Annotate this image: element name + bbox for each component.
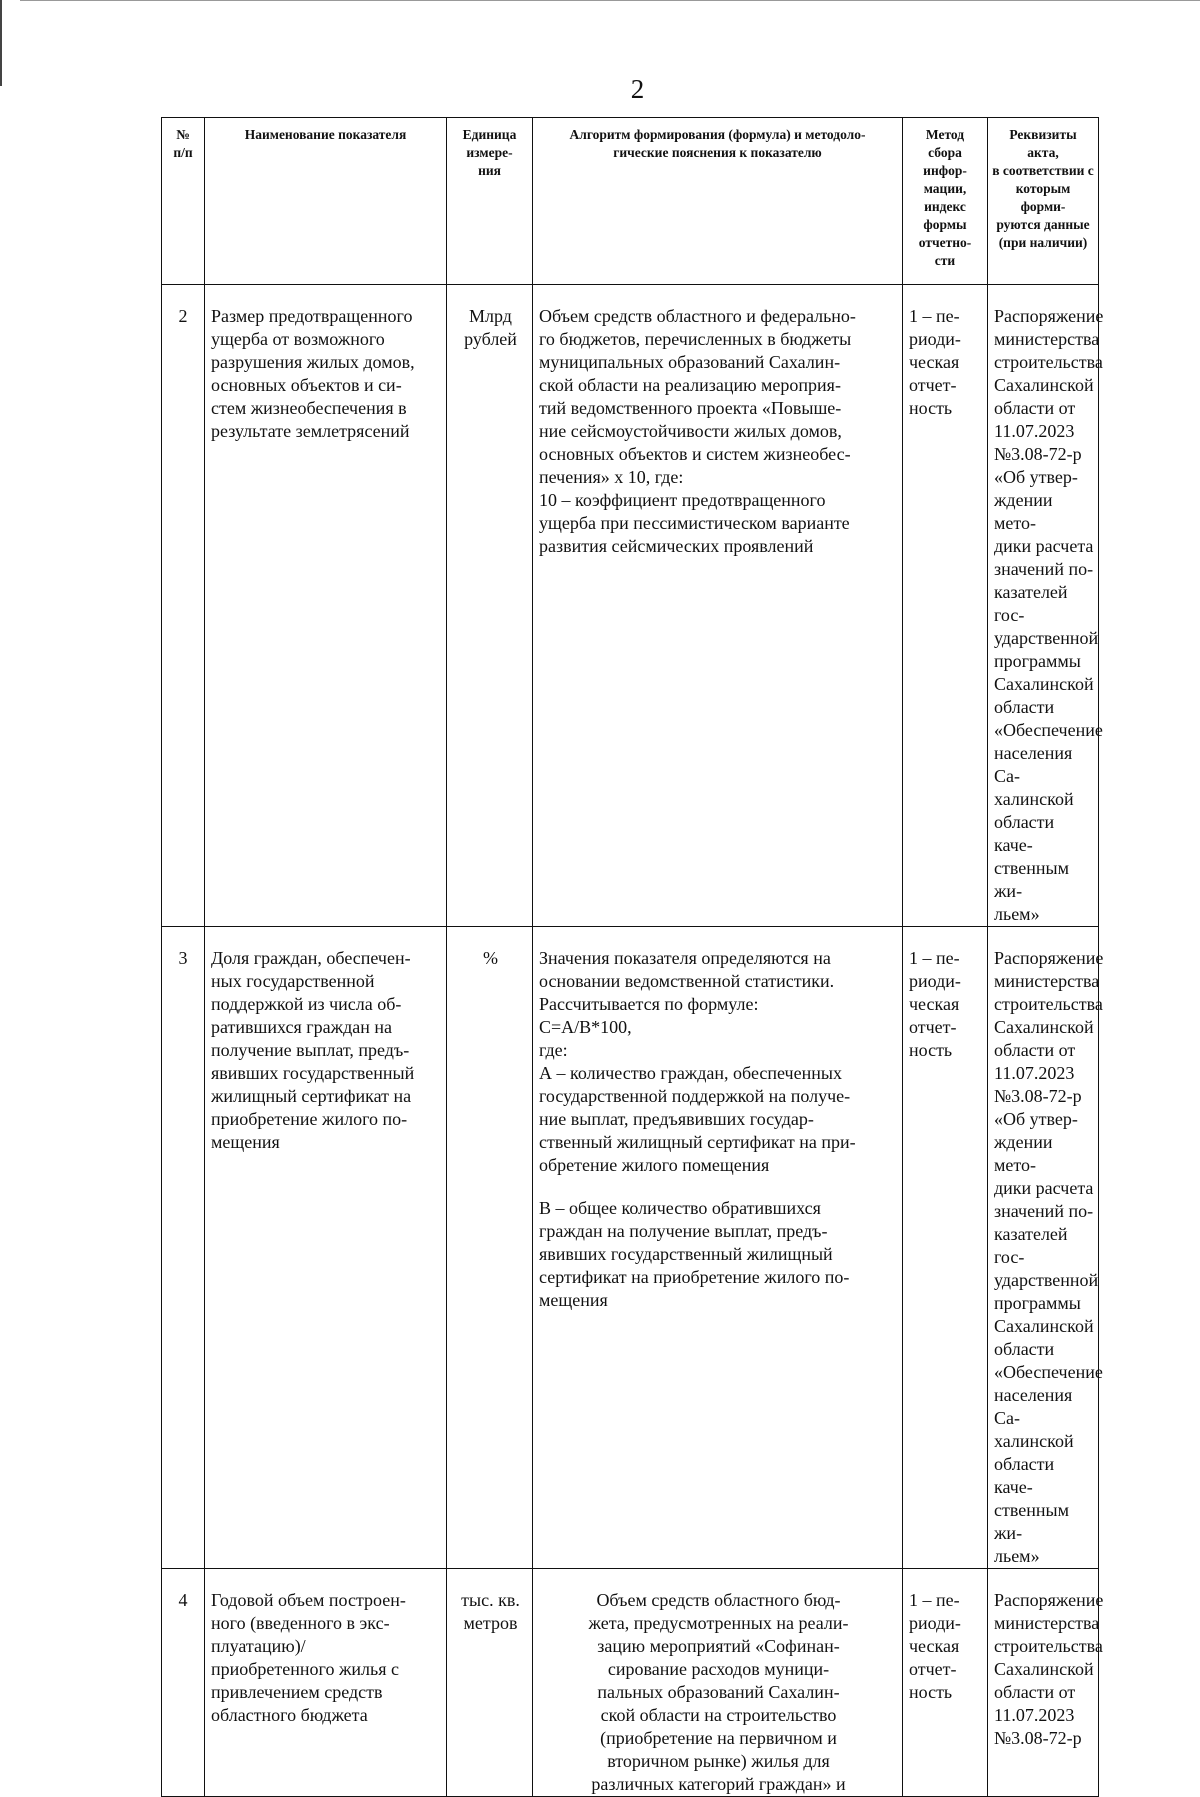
algorithm-text: Значения показателя определяются на основании ведомственной статистики. Рассчитывается по формуле: С=А/В*100, где: А – количество граждан, обеспеченных государственной поддержкой на получе- ние выплат, предъявивших государ- ственный жилищный сертификат на при- обретение жилого помещения [539, 948, 856, 1175]
indicators-table [161, 117, 1104, 1797]
row-number: 2 [162, 285, 205, 927]
indicator-algorithm [533, 285, 903, 927]
page-number: 2 [630, 74, 645, 104]
indicator-name: Годовой объем построен- ного (введенного в экс- плуатацию)/ приобретенного жилья с привлечением средств областного бюджета [205, 1569, 447, 1797]
table-row [162, 927, 1099, 1569]
paragraph-gap [539, 1177, 898, 1197]
act-details: Распоряжение министерства строительства Сахалинской области от 11.07.2023 №3.08-72-р «Об утвер- ждении мето- дики расчета значений по- казателей гос- ударственной программы Сахалинской области «Обеспечение населения Са- халинской области каче- ственным жи- льем» [988, 285, 1099, 927]
indicator-algorithm [533, 927, 903, 1569]
header-algorithm: Алгоритм формирования (формула) и методоло- гические пояснения к показателю [533, 118, 903, 285]
act-details: Распоряжение министерства строительства Сахалинской области от 11.07.2023 №3.08-72-р [988, 1569, 1099, 1797]
indicator-algorithm [533, 1569, 903, 1797]
scan-top-line [20, 0, 1200, 1]
header-number: № п/п [162, 118, 205, 285]
collection-method: 1 – пе- риоди- ческая отчет- ность [903, 285, 988, 927]
algorithm-text-continued: В – общее количество обратившихся граждан на получение выплат, предъ- явивших государственный жилищный сертификат на приобретение жилого по- мещения [539, 1198, 850, 1310]
collection-method: 1 – пе- риоди- ческая отчет- ность [903, 927, 988, 1569]
indicator-unit: тыс. кв. метров [447, 1569, 533, 1797]
table-header-row [162, 118, 1099, 285]
act-details: Распоряжение министерства строительства Сахалинской области от 11.07.2023 №3.08-72-р «Об утвер- ждении мето- дики расчета значений по- казателей гос- ударственной программы Сахалинской области «Обеспечение населения Са- халинской области каче- ственным жи- льем» [988, 927, 1099, 1569]
header-unit: Единица измере- ния [447, 118, 533, 285]
header-act-details: Реквизиты акта, в соответствии с которым форми- руются данные (при наличии) [988, 118, 1099, 285]
table-row [162, 1569, 1099, 1797]
indicator-unit: Млрд рублей [447, 285, 533, 927]
header-method: Метод сбора инфор- мации, индекс формы отчетно- сти [903, 118, 988, 285]
indicator-name: Доля граждан, обеспечен- ных государственной поддержкой из числа об- ратившихся граждан на получение выплат, предъ- явивших государственный жилищный сертификат на приобретение жилого по- мещения [205, 927, 447, 1569]
algorithm-text: Объем средств областного и федерально- го бюджетов, перечисленных в бюджеты муниципальных образований Сахалин- ской области на реализацию мероприя- тий ведомственного проекта «Повыше- ние сейсмоустойчивости жилых домов, основных объектов и систем жизнеобес- печения» х 10, где: 10 – коэффициент предотвращенного ущерба при пессимистическом варианте развития сейсмических проявлений [539, 306, 856, 556]
table-row [162, 285, 1099, 927]
algorithm-text: Объем средств областного бюд- жета, предусмотренных на реали- зацию мероприятий «Софинан- сирование расходов муници- пальных образований Сахалин- ской области на строительство (приобретение на первичном и вторичном рынке) жилья для различных категорий граждан» и [588, 1590, 849, 1794]
row-number: 4 [162, 1569, 205, 1797]
collection-method: 1 – пе- риоди- ческая отчет- ность [903, 1569, 988, 1797]
indicator-unit: % [447, 927, 533, 1569]
header-indicator-name: Наименование показателя [205, 118, 447, 285]
indicator-name: Размер предотвращенного ущерба от возможного разрушения жилых домов, основных объектов и си- стем жизнеобеспечения в результате землетрясений [205, 285, 447, 927]
row-number: 3 [162, 927, 205, 1569]
